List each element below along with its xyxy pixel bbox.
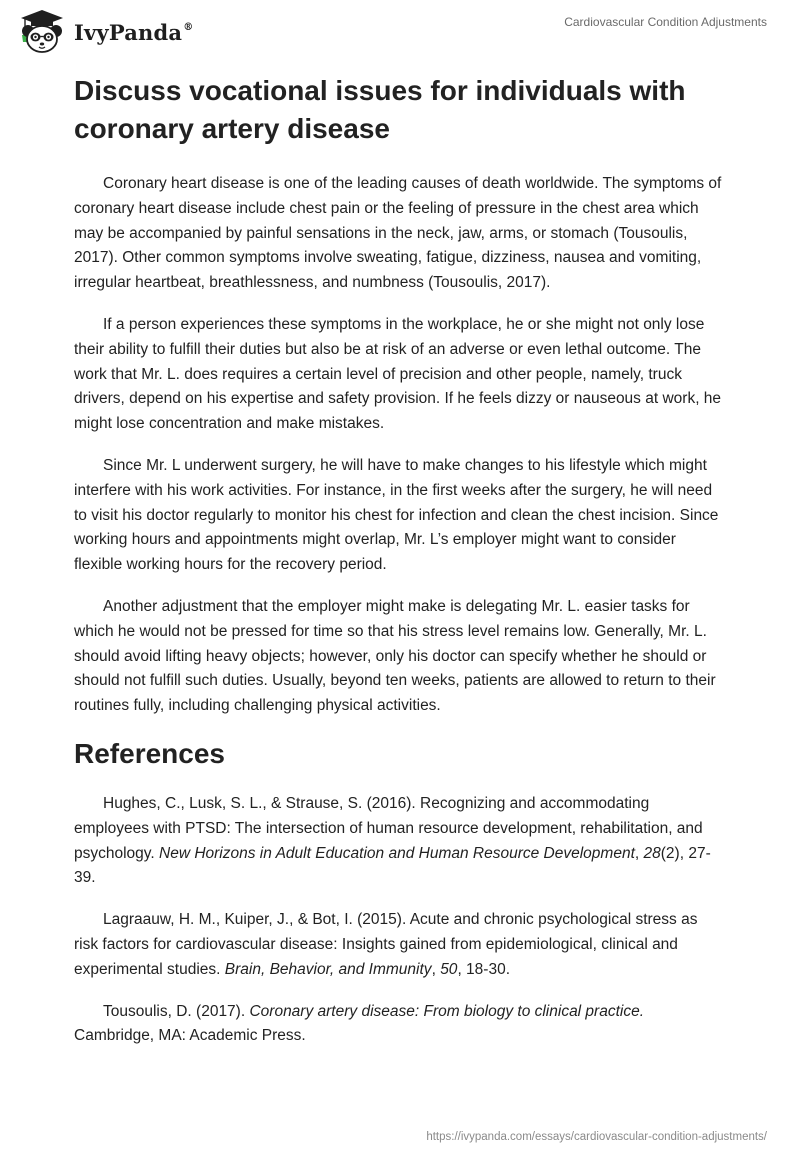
reference-item: Hughes, C., Lusk, S. L., & Strause, S. (2016). Recognizing and accommodating employees with PTSD: The intersection of human resource development, rehabilitation, and psychology. New Horizons in Adult Education and Human Resource Development, 28(2), 27-39.	[74, 794, 711, 887]
reference-journal: New Horizons in Adult Education and Human Resource Development	[159, 844, 635, 862]
body-paragraph: If a person experiences these symptoms in the workplace, he or she might not only lose their ability to fulfill their duties but also be at risk of an adverse or even lethal outcome. The work that Mr. L. does requires a certain level of precision and other people, namely, truck drivers, depend on his expertise and safety provision. If he feels dizzy or nauseous at work, he might lose concentration and make mistakes.	[74, 315, 722, 433]
document-title: Cardiovascular Condition Adjustments	[564, 15, 767, 29]
body-paragraph: Since Mr. L underwent surgery, he will have to make changes to his lifestyle which might interfere with his work activities. For instance, in the first weeks after the surgery, he will need to visit his doctor regularly to monitor his chest for infection and clean the chest incision. Since working hours and appointments might overlap, Mr. L’s employer might want to consider flexible working hours for the recovery period.	[74, 456, 719, 574]
article-body	[74, 72, 724, 1066]
reference-book-title: Coronary artery disease: From biology to clinical practice.	[249, 1002, 645, 1020]
body-paragraph: Another adjustment that the employer might make is delegating Mr. L. easier tasks for which he would not be pressed for time so that his stress level remains low. Generally, Mr. L. should avoid lifting heavy objects; however, only his doctor can specify whether he should or should not fulfill such duties. Usually, beyond ten weeks, patients are allowed to return to their routines fully, including challenging physical activities.	[74, 597, 716, 715]
brand-name: IvyPanda®	[74, 19, 194, 45]
reference-volume: 28	[643, 844, 661, 862]
reference-item: Lagraauw, H. M., Kuiper, J., & Bot, I. (2015). Acute and chronic psychological stress as risk factors for cardiovascular disease: Insights gained from epidemiological, clinical and experimental studies. Brain, Behavior, and Immunity, 50, 18-30.	[74, 911, 698, 978]
source-url-link[interactable]: https://ivypanda.com/essays/cardiovascular-condition-adjustments/	[426, 1131, 767, 1143]
body-paragraph: Coronary heart disease is one of the leading causes of death worldwide. The symptoms of coronary heart disease include chest pain or the feeling of pressure in the chest area which may be accompanied by painful sensations in the neck, jaw, arms, or stomach (Tousoulis, 2017). Other common symptoms involve sweating, fatigue, dizziness, nausea and vomiting, irregular heartbeat, breathlessness, and numbness (Tousoulis, 2017).	[74, 175, 722, 292]
page-heading: Discuss vocational issues for individuals with coronary artery disease	[74, 75, 686, 144]
reference-item: Tousoulis, D. (2017). Coronary artery disease: From biology to clinical practice. Cambridge, MA: Academic Press.	[74, 1002, 645, 1045]
panda-mascot-icon	[16, 9, 68, 55]
page-header	[0, 0, 800, 64]
reference-journal: Brain, Behavior, and Immunity	[224, 960, 432, 978]
references-heading: References	[74, 737, 225, 769]
registered-mark: ®	[183, 21, 194, 33]
reference-volume: 50	[440, 960, 458, 978]
ivypanda-logo[interactable]	[16, 9, 193, 55]
